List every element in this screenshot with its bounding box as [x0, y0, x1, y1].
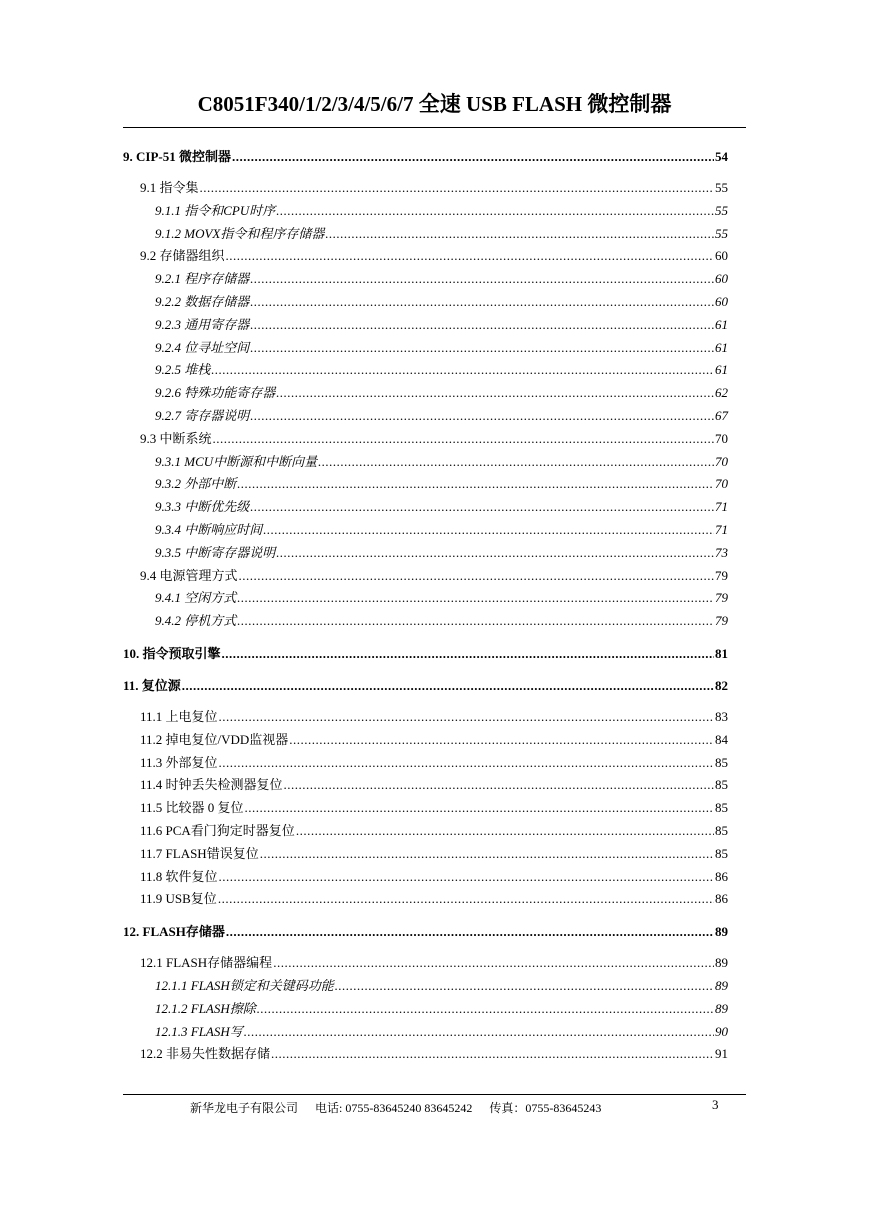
toc-leader-dots — [276, 385, 714, 401]
toc-leader-dots — [182, 678, 714, 694]
toc-entry-page: 73 — [715, 544, 728, 560]
toc-entry-page: 85 — [715, 800, 728, 816]
toc-entry-label: 9.2.6 特殊功能寄存器 — [155, 385, 276, 401]
toc-entry[interactable] — [123, 542, 728, 565]
toc-leader-dots — [250, 408, 714, 424]
toc-entry-label: 11.5 比较器 0 复位 — [140, 800, 244, 816]
toc-entry-label: 11. 复位源 — [123, 677, 181, 693]
toc-entry-label: 12.1.2 FLASH擦除 — [155, 1000, 256, 1016]
footer-company: 新华龙电子有限公司 — [190, 1101, 299, 1115]
toc-leader-dots — [257, 1001, 714, 1017]
toc-leader-dots — [222, 646, 714, 662]
toc-entry[interactable] — [123, 774, 728, 797]
toc-entry-page: 90 — [715, 1023, 728, 1039]
toc-entry[interactable] — [123, 405, 728, 428]
toc-entry[interactable] — [123, 1021, 728, 1044]
toc-entry-label: 11.7 FLASH错误复位 — [140, 845, 259, 861]
toc-leader-dots — [211, 362, 714, 378]
toc-entry-label: 12.1.1 FLASH锁定和关键码功能 — [155, 977, 334, 993]
toc-entry[interactable] — [123, 729, 728, 752]
toc-entry[interactable] — [123, 519, 728, 542]
toc-leader-dots — [232, 149, 714, 165]
toc-leader-dots — [335, 978, 714, 994]
footer-fax: 传真：0755-83645243 — [489, 1101, 602, 1115]
toc-leader-dots — [237, 613, 714, 629]
toc-entry[interactable] — [123, 382, 728, 405]
toc-entry-label: 9.4.1 空闲方式 — [155, 590, 237, 606]
toc-entry[interactable] — [123, 473, 728, 496]
toc-entry[interactable] — [123, 866, 728, 889]
toc-entry-label: 9.2.3 通用寄存器 — [155, 316, 250, 332]
toc-entry[interactable] — [123, 752, 728, 775]
toc-leader-dots — [250, 294, 714, 310]
toc-entry-label: 9.1 指令集 — [140, 180, 199, 195]
toc-entry-page: 89 — [715, 955, 728, 971]
toc-entry[interactable] — [123, 451, 728, 474]
toc-entry-label: 9.3.4 中断响应时间 — [155, 521, 263, 537]
toc-entry-page: 61 — [715, 362, 728, 378]
toc-entry[interactable] — [123, 496, 728, 519]
toc-entry-label: 9. CIP-51 微控制器 — [123, 149, 231, 164]
toc-leader-dots — [239, 568, 714, 584]
toc-entry-page: 86 — [715, 891, 728, 907]
toc-entry-page: 62 — [715, 385, 728, 401]
toc-entry[interactable] — [123, 314, 728, 337]
toc-entry-page: 84 — [715, 731, 728, 747]
toc-entry-label: 9.1.2 MOVX指令和程序存储器 — [155, 225, 325, 241]
toc-leader-dots — [226, 248, 714, 264]
toc-entry-page: 55 — [715, 202, 728, 218]
toc-entry-page: 54 — [715, 149, 728, 164]
toc-entry-page: 81 — [715, 645, 728, 661]
toc-entry-page: 70 — [715, 476, 728, 492]
toc-entry-page: 89 — [715, 924, 728, 940]
toc-leader-dots — [244, 1024, 714, 1040]
toc-leader-dots — [219, 869, 714, 885]
toc-entry-label: 11.4 时钟丢失检测器复位 — [140, 777, 283, 793]
toc-entry-label: 9.3.2 外部中断 — [155, 476, 237, 492]
toc-entry-page: 85 — [715, 777, 728, 793]
toc-entry-label: 11.6 PCA看门狗定时器复位 — [140, 822, 295, 838]
toc-leader-dots — [289, 732, 714, 748]
toc-leader-dots — [237, 476, 714, 492]
toc-entry-page: 61 — [715, 316, 728, 332]
toc-entry-page: 86 — [715, 868, 728, 884]
toc-entry-page: 89 — [715, 977, 728, 993]
toc-entry-page: 61 — [715, 339, 728, 355]
toc-leader-dots — [250, 499, 714, 515]
toc-entry-page: 79 — [715, 613, 728, 629]
toc-entry[interactable] — [123, 337, 728, 360]
toc-entry-label: 9.3.5 中断寄存器说明 — [155, 544, 276, 560]
toc-entry-label: 12.2 非易失性数据存储 — [140, 1046, 271, 1062]
toc-leader-dots — [226, 924, 714, 940]
toc-entry-page: 83 — [715, 708, 728, 724]
toc-leader-dots — [245, 800, 714, 816]
toc-entry-label: 9.2.5 堆栈 — [155, 362, 211, 378]
toc-entry-label: 9.1.1 指令和CPU时序 — [155, 202, 276, 218]
toc-entry-page: 85 — [715, 754, 728, 770]
toc-entry-label: 9.2.4 位寻址空间 — [155, 339, 250, 355]
toc-entry-label: 9.2.1 程序存储器 — [155, 271, 250, 287]
toc-entry-page: 85 — [715, 845, 728, 861]
toc-entry-label: 9.2 存储器组织 — [140, 248, 225, 264]
toc-entry[interactable] — [123, 268, 728, 291]
toc-entry-label: 12.1.3 FLASH写 — [155, 1023, 243, 1039]
toc-entry-page: 71 — [715, 499, 728, 515]
toc-entry-page: 60 — [715, 248, 728, 264]
page-footer — [190, 1099, 615, 1116]
toc-entry[interactable] — [123, 587, 728, 610]
toc-entry-page: 55 — [715, 180, 728, 195]
toc-entry-page: 70 — [715, 453, 728, 469]
toc-entry-label: 11.9 USB复位 — [140, 891, 217, 907]
toc-entry-label: 9.3.1 MCU中断源和中断向量 — [155, 453, 318, 469]
toc-entry-label: 9.3.3 中断优先级 — [155, 499, 250, 515]
toc-entry-label: 9.4.2 停机方式 — [155, 613, 237, 629]
toc-leader-dots — [273, 955, 714, 971]
toc-entry[interactable] — [123, 706, 728, 729]
toc-entry[interactable] — [123, 975, 728, 998]
toc-leader-dots — [318, 454, 714, 470]
toc-entry-label: 9.3 中断系统 — [140, 430, 212, 446]
document-title: C8051F340/1/2/3/4/5/6/7 全速 USB FLASH 微控制器 — [197, 92, 672, 116]
toc-leader-dots — [218, 891, 714, 907]
toc-leader-dots — [219, 709, 714, 725]
toc-leader-dots — [284, 777, 714, 793]
toc-entry-label: 9.2.2 数据存储器 — [155, 293, 250, 309]
toc-leader-dots — [325, 226, 714, 242]
toc-leader-dots — [276, 545, 714, 561]
toc-entry-page: 55 — [715, 225, 728, 241]
toc-entry-label: 11.1 上电复位 — [140, 708, 218, 724]
toc-entry[interactable] — [123, 643, 728, 665]
toc-entry[interactable] — [123, 291, 728, 314]
toc-entry-label: 11.2 掉电复位/VDD监视器 — [140, 731, 289, 747]
toc-leader-dots — [250, 317, 714, 333]
toc-entry-label: 11.8 软件复位 — [140, 868, 218, 884]
page-number: 3 — [712, 1097, 719, 1112]
toc-entry[interactable] — [123, 952, 728, 975]
toc-leader-dots — [296, 823, 714, 839]
footer-phone: 电话: 0755-83645240 83645242 — [315, 1101, 473, 1115]
toc-leader-dots — [250, 340, 714, 356]
toc-entry[interactable] — [123, 565, 728, 588]
toc-entry[interactable] — [123, 843, 728, 866]
toc-entry-label: 10. 指令预取引擎 — [123, 645, 221, 661]
toc-entry[interactable] — [123, 797, 728, 820]
toc-leader-dots — [271, 1046, 714, 1062]
toc-entry-label: 12.1 FLASH存储器编程 — [140, 955, 273, 971]
toc-leader-dots — [219, 755, 714, 771]
toc-entry-label: 9.2.7 寄存器说明 — [155, 407, 250, 423]
toc-entry-page: 79 — [715, 590, 728, 606]
toc-entry[interactable] — [123, 146, 728, 168]
toc-entry[interactable] — [123, 888, 728, 911]
header-rule — [123, 127, 746, 128]
toc-entry-page: 85 — [715, 822, 728, 838]
toc-leader-dots — [250, 271, 714, 287]
toc-entry-page: 79 — [715, 567, 728, 583]
toc-entry[interactable] — [123, 428, 728, 451]
toc-entry[interactable] — [123, 998, 728, 1021]
toc-entry[interactable] — [123, 177, 728, 200]
toc-entry-label: 9.4 电源管理方式 — [140, 567, 238, 583]
toc-entry[interactable] — [123, 1043, 728, 1066]
footer-rule — [123, 1094, 746, 1095]
toc-entry-label: 11.3 外部复位 — [140, 754, 218, 770]
toc-entry[interactable] — [123, 820, 728, 843]
toc-entry[interactable] — [123, 675, 728, 697]
toc-entry-page: 70 — [715, 430, 728, 446]
toc-entry-page: 71 — [715, 521, 728, 537]
toc-entry[interactable] — [123, 921, 728, 943]
toc-leader-dots — [237, 590, 714, 606]
toc-entry-page: 91 — [715, 1046, 728, 1062]
toc-entry[interactable] — [123, 200, 728, 223]
toc-entry-page: 67 — [715, 407, 728, 423]
toc-leader-dots — [276, 203, 714, 219]
toc-leader-dots — [263, 522, 714, 538]
toc-leader-dots — [200, 180, 714, 196]
toc-leader-dots — [213, 431, 714, 447]
toc-entry-page: 60 — [715, 293, 728, 309]
toc-leader-dots — [260, 846, 714, 862]
toc-entry-page: 60 — [715, 271, 728, 287]
toc-entry[interactable] — [123, 359, 728, 382]
toc-entry[interactable] — [123, 223, 728, 246]
toc-entry-page: 82 — [715, 677, 728, 693]
toc-entry-label: 12. FLASH存储器 — [123, 924, 225, 940]
table-of-contents — [123, 146, 728, 1066]
toc-entry[interactable] — [123, 245, 728, 268]
toc-entry-page: 89 — [715, 1000, 728, 1016]
toc-entry[interactable] — [123, 610, 728, 633]
